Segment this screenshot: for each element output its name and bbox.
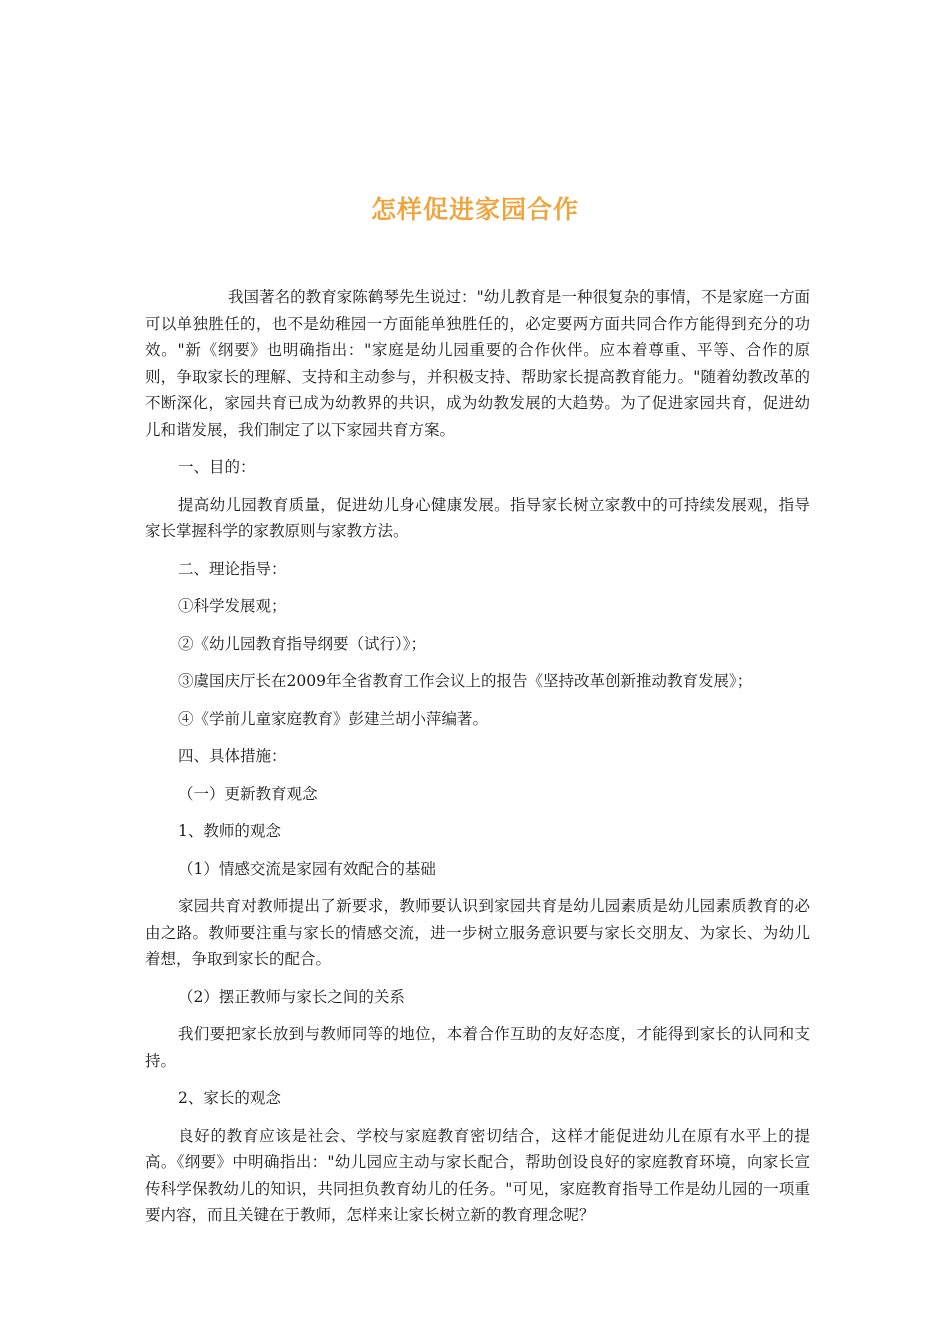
theory-item-2: ②《幼儿园教育指导纲要（试行）》； bbox=[178, 634, 427, 653]
purpose-paragraph: 提高幼儿园教育质量，促进幼儿身心健康发展。指导家长树立家教中的可持续发展观，指导家长掌握科学的家教原则与家教方法。 bbox=[145, 495, 810, 540]
relationship-paragraph: 我们要把家长放到与教师同等的地位，本着合作互助的友好态度，才能得到家长的认同和支持。 bbox=[145, 1025, 810, 1070]
document-body bbox=[145, 284, 810, 1229]
section-heading-measures: 四、具体措施： bbox=[178, 747, 287, 765]
parent-concept-paragraph: 良好的教育应该是社会、学校与家庭教育密切结合，这样才能促进幼儿在原有水平上的提高。《纲要》中明确指出："幼儿园应主动与家长配合，帮助创设良好的家庭教育环境，向家长宣传科学保教幼儿的知识，共同担负教育幼儿的任务。"可见，家庭教育指导工作是幼儿园的一项重要内容，而且关键在于教师，怎样来让家长树立新的教育理念呢？ bbox=[145, 1126, 810, 1224]
theory-item-1: ①科学发展观； bbox=[178, 597, 287, 615]
intro-paragraph: 我国著名的教育家陈鹤琴先生说过："幼儿教育是一种很复杂的事情，不是家庭一方面可以单独胜任的，也不是幼稚园一方面能单独胜任的，必定要两方面共同合作方能得到充分的功效。"新《纲要》也明确指出："家庭是幼儿园重要的合作伙伴。应本着尊重、平等、合作的原则，争取家长的理解、支持和主动参与，并积极支持、帮助家长提高教育能力。"随着幼教改革的不断深化，家园共育已成为幼教界的共识，成为幼教发展的大趋势。为了促进家园共育，促进幼儿和谐发展，我们制定了以下家园共育方案。 bbox=[145, 288, 810, 439]
section-heading-purpose: 一、目的： bbox=[178, 458, 256, 476]
section-heading-theory: 二、理论指导： bbox=[178, 559, 287, 578]
subsection-heading-teacher-concept: 1、教师的观念 bbox=[178, 822, 281, 840]
teacher-concept-paragraph: 家园共育对教师提出了新要求，教师要认识到家园共育是幼儿园素质是幼儿园素质教育的必由之路。教师要注重与家长的情感交流，进一步树立服务意识要与家长交朋友、为家长、为幼儿着想，争取到家长的配合。 bbox=[145, 897, 810, 968]
theory-item-4: ④《学前儿童家庭教育》彭建兰胡小萍编著。 bbox=[178, 709, 489, 728]
theory-item-3: ③虞国庆厅长在2009年全省教育工作会议上的报告《坚持改革创新推动教育发展》； bbox=[178, 672, 753, 690]
point-heading-emotional-communication: （1）情感交流是家园有效配合的基础 bbox=[178, 859, 436, 878]
subsection-heading-update-concepts: （一）更新教育观念 bbox=[178, 784, 318, 803]
point-heading-relationship: （2）摆正教师与家长之间的关系 bbox=[178, 987, 405, 1006]
document-title: 怎样促进家园合作 bbox=[370, 195, 579, 224]
subsection-heading-parent-concept: 2、家长的观念 bbox=[178, 1089, 281, 1107]
